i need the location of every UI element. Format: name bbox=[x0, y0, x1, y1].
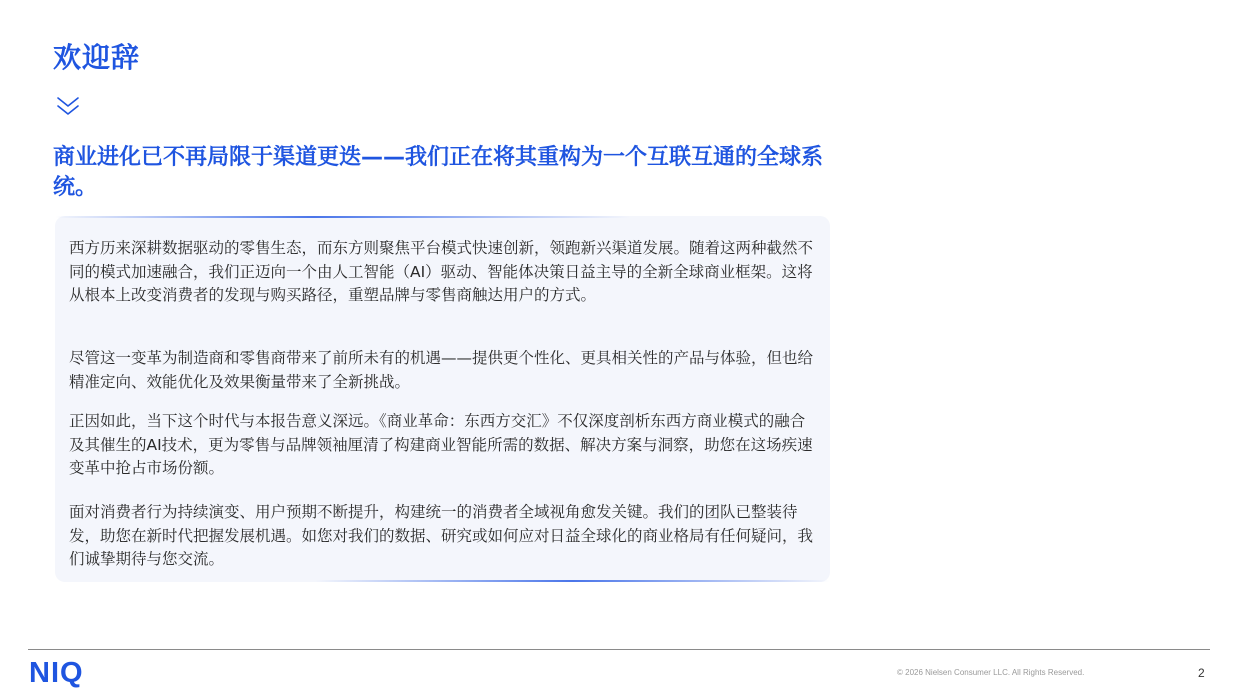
card-bottom-accent-line bbox=[315, 580, 830, 582]
page-subtitle: 商业进化已不再局限于渠道更迭——我们正在将其重构为一个互联互通的全球系统。 bbox=[53, 145, 824, 200]
body-paragraph-1: 西方历来深耕数据驱动的零售生态，而东方则聚焦平台模式快速创新，领跑新兴渠道发展。随着这两种截然不同的模式加速融合，我们正迈向一个由人工智能（AI）驱动、智能体决策日益主导的全新全球商业框架。这将从根本上改变消费者的发现与购买路径，重塑品牌与零售商触达用户的方式。 bbox=[69, 239, 814, 304]
body-paragraph-2: 尽管这一变革为制造商和零售商带来了前所未有的机遇——提供更个性化、更具相关性的产品与体验，但也给精准定向、效能优化及效果衡量带来了全新挑战。 bbox=[69, 349, 814, 391]
double-chevron-down-icon bbox=[56, 95, 80, 117]
page-title: 欢迎辞 bbox=[53, 41, 141, 74]
body-paragraph-4: 面对消费者行为持续演变、用户预期不断提升，构建统一的消费者全域视角愈发关键。我们的团队已整装待发，助您在新时代把握发展机遇。如您对我们的数据、研究或如何应对日益全球化的商业格局有任何疑问，我们诚挚期待与您交流。 bbox=[69, 503, 814, 568]
niq-logo: NIQ bbox=[29, 657, 84, 689]
footer-divider bbox=[28, 649, 1210, 650]
card-top-accent-line bbox=[55, 216, 630, 218]
page-number: 2 bbox=[1198, 666, 1205, 680]
body-paragraph-3: 正因如此，当下这个时代与本报告意义深远。《商业革命：东西方交汇》不仅深度剖析东西方商业模式的融合及其催生的AI技术，更为零售与品牌领袖厘清了构建商业智能所需的数据、解决方案与洞察，助您在这场疾速变革中抢占市场份额。 bbox=[69, 412, 813, 477]
welcome-text-card bbox=[55, 216, 830, 582]
copyright-notice: © 2026 Nielsen Consumer LLC. All Rights Reserved. bbox=[897, 668, 1085, 677]
